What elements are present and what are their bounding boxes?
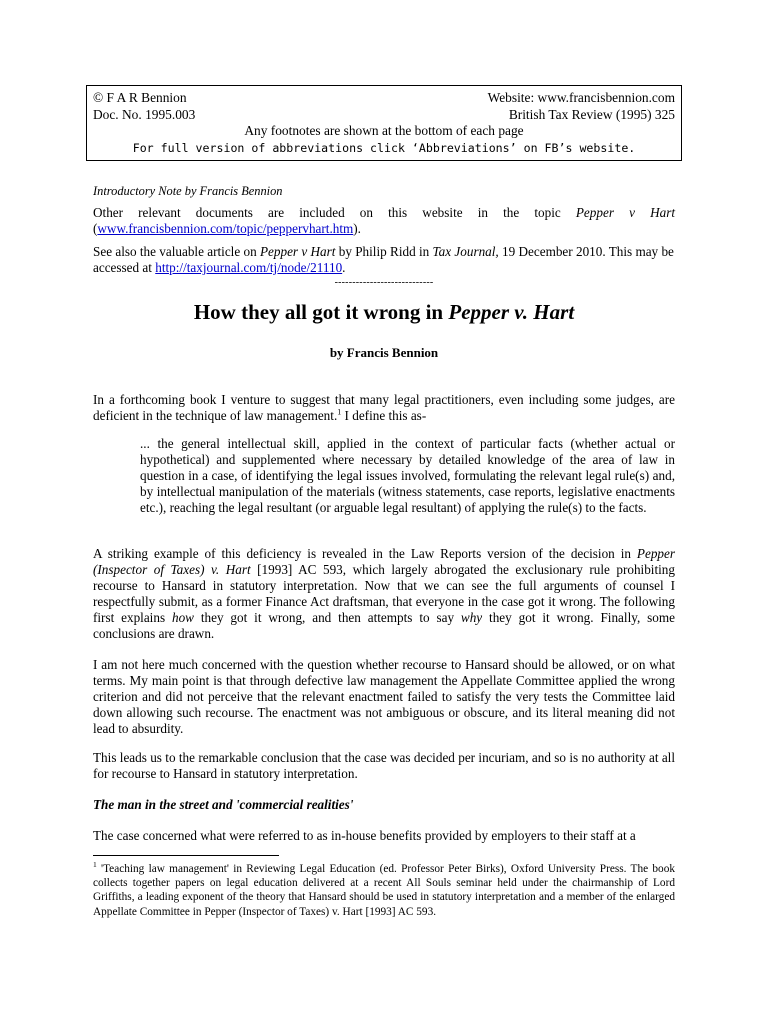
intro-paragraph-2 xyxy=(93,244,675,276)
paragraph-2-case: Pepper (Inspector of Taxes) v. Hart xyxy=(93,546,675,577)
paragraph-1-end: I define this as- xyxy=(341,408,427,423)
paragraph-2 xyxy=(93,546,675,642)
section-heading: The man in the street and 'commercial realities' xyxy=(93,797,354,812)
intro-p1-text: Other relevant documents are included on this website in the topic xyxy=(93,205,576,220)
journal-name: Tax Journal, xyxy=(432,244,499,259)
case-name: Pepper v Hart xyxy=(259,244,336,259)
paragraph-2-c: they got it wrong, and then attempts to say xyxy=(193,610,461,625)
paragraph-2-b: [1993] AC 593, which largely abrogated the exclusionary rule prohibiting recourse to Hansard in statutory interpretation. Now that we can see the full arguments of counsel I respectfully submit, as a former Finance Act draftsman, that everyone in the case got it wrong. The following first explains xyxy=(93,562,675,625)
tax-journal-link[interactable]: http://taxjournal.com/tj/node/21110 xyxy=(155,260,343,275)
paragraph-2-d: they got it wrong. Finally, some conclusions are drawn. xyxy=(93,610,675,641)
paren-open: ( xyxy=(93,221,98,236)
title-case-name: Pepper v. Hart xyxy=(448,300,575,324)
block-quote: ... the general intellectual skill, applied in the context of particular facts (whether actual or hypothetical) and supplemented where necessary by detailed knowledge of the area of law in question in a case, of identifying the legal issues involved, formulating the relevant legal rule(s) and, by intellectual manipulation of the materials (witness statements, case reports, legislative enactments etc.), reaching the legal resultant (or arguable legal resultant) of applying the rule(s) to the facts. xyxy=(140,436,675,515)
footnote-text: 'Teaching law management' in Reviewing Legal Education (ed. Professor Peter Birks), Oxford University Press. The book collects together papers on legal education delivered at a recent All Souls seminar held under the chairmanship of Lord Griffiths, a leading exponent of the theory that Hansard should be used in statutory interpretation and a member of the enlarged Appellate Committee in Pepper (Inspector of Taxes) v. Hart [1993] AC 593. xyxy=(93,863,675,918)
topic-link[interactable]: www.francisbennion.com/topic/peppervhart.htm xyxy=(97,221,354,236)
article-title xyxy=(93,300,675,324)
intro-p2-text: See also the valuable article on xyxy=(93,244,260,259)
paren-close: ). xyxy=(353,221,361,236)
intro-p2-end: . xyxy=(342,260,346,275)
paragraph-2-how: how xyxy=(171,610,194,625)
intro-note-label: Introductory Note by Francis Bennion xyxy=(93,184,283,198)
abbreviation-notice: For full version of abbreviations click ‘Abbreviations’ on FB’s website. xyxy=(132,140,636,155)
intro-p2-mid: by Philip Ridd in xyxy=(335,244,433,259)
header-box xyxy=(86,85,682,161)
footnote-1 xyxy=(93,862,675,919)
intro-p2-after: 19 December 2010. This may be accessed at xyxy=(93,244,674,275)
header-row-1 xyxy=(93,90,675,107)
paragraph-1 xyxy=(93,392,675,424)
footnote-rule xyxy=(93,855,279,856)
footnote-number: 1 xyxy=(93,860,97,870)
footnote-reference[interactable]: 1 xyxy=(337,407,342,417)
paragraph-4: This leads us to the remarkable conclusion that the case was decided per incuriam, and so is no authority at all for recourse to Hansard in statutory interpretation. xyxy=(93,750,675,781)
paragraph-5: The case concerned what were referred to as in-house benefits provided by employers to their staff at a xyxy=(93,828,636,843)
section-divider: ---------------------------- xyxy=(334,277,434,288)
header-row-2 xyxy=(93,107,675,124)
paragraph-3: I am not here much concerned with the question whether recourse to Hansard should be allowed, or on what terms. My main point is that through defective law management the Appellate Committee applied the wrong criterion and did not perceive that the relevant enactment failed to satisfy the very tests the Committee laid down allowing such recourse. The enactment was not ambiguous or obscure, and its literal meaning did not lead to absurdity. xyxy=(93,657,675,736)
footnote-notice: Any footnotes are shown at the bottom of each page xyxy=(244,123,524,138)
topic-name: Pepper v Hart xyxy=(575,205,675,220)
intro-paragraph-1 xyxy=(93,205,675,237)
citation-text: British Tax Review (1995) 325 xyxy=(508,106,675,122)
byline: by Francis Bennion xyxy=(329,345,439,360)
website-text: Website: www.francisbennion.com xyxy=(487,90,675,105)
title-plain: How they all got it wrong in xyxy=(193,300,449,324)
paragraph-1-text: In a forthcoming book I venture to suggest that many legal practitioners, even including some judges, are deficient in the technique of law management. xyxy=(93,392,675,423)
doc-number: Doc. No. 1995.003 xyxy=(93,106,196,122)
copyright-text: © F A R Bennion xyxy=(93,90,187,105)
paragraph-2-why: why xyxy=(460,610,483,625)
paragraph-2-a: A striking example of this deficiency is revealed in the Law Reports version of the decision in xyxy=(93,546,637,561)
